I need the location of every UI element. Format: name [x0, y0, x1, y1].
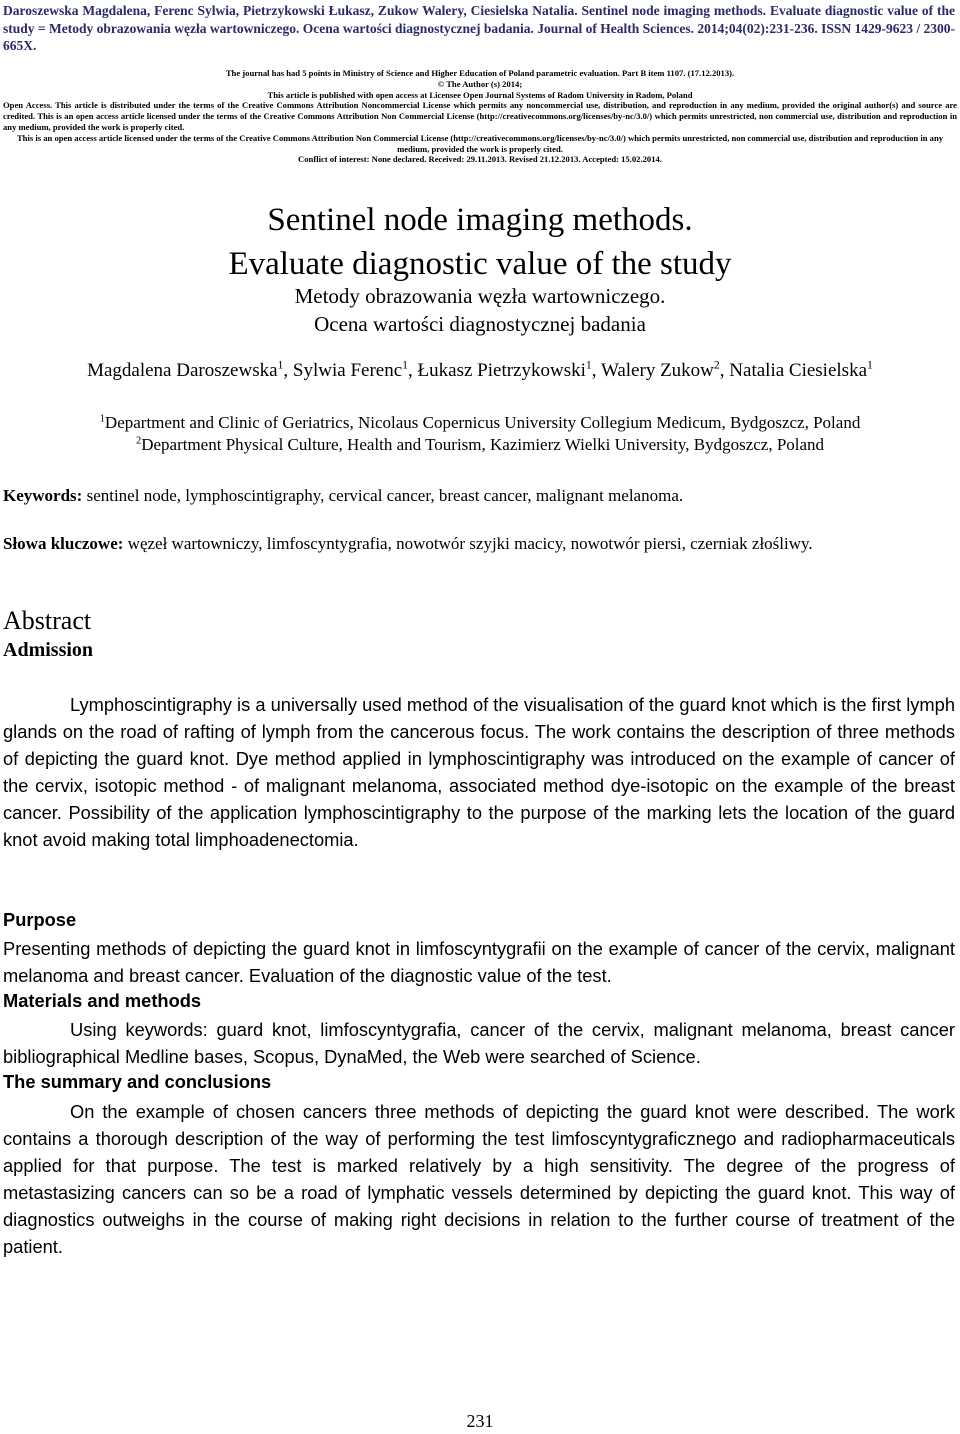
- license-note-2: This is an open access article licensed under the terms of the Creative Commons Attribution Non Commercial License (http://creativecommons.org/licenses/by-nc/3.0/) which permits unrestricted, non commercial use, distribution and reproduction in any medium, provided the work is properly cited.: [16, 132, 944, 154]
- title-line-1: Sentinel node imaging methods.: [267, 202, 693, 238]
- journal-points-note: The journal has had 5 points in Ministry of Science and Higher Education of Poland parametric evaluation. Part B item 1107. (17.12.2013).: [225, 68, 735, 78]
- abstract-heading: Abstract: [3, 606, 92, 635]
- author: Łukasz Pietrzykowski$^1$,: [417, 358, 601, 381]
- polish-title-line-1: Metody obrazowania węzła wartowniczego.: [294, 284, 666, 308]
- affiliation: $^2$Department Physical Culture, Health and Tourism, Kazimierz Wielki University, Bydgoszcz, Poland: [135, 435, 825, 454]
- author: Sylwia Ferenc$^1$,: [292, 358, 418, 381]
- publication-notice: [0, 68, 960, 165]
- purpose-heading: Purpose: [3, 909, 77, 930]
- author: Natalia Ciesielska$^1$: [729, 358, 873, 381]
- admission-paragraph: Lymphoscintigraphy is a universally used method of the visualisation of the guard knot which is the first lymph glands on the road of rafting of lymph from the cancerous focus. The work contains the description of three methods of depicting the guard knot. Dye method applied in lymphoscintigraphy was introduced on the example of cancer of the cervix, isotopic method - of malignant melanoma, associated method dye-isotopic on the example of the breast cancer. Possibility of the application lymphoscintigraphy to the purpose of the marking lets the location of the guard knot avoid making total limphoadenectomia.: [3, 694, 955, 850]
- purpose-paragraph: Presenting methods of depicting the guard knot in limfoscyntygrafii on the example of cancer of the cervix, malignant melanoma and breast cancer. Evaluation of the diagnostic value of the test.: [3, 938, 955, 986]
- polish-title-line-2: Ocena wartości diagnostycznej badania: [314, 312, 646, 336]
- keywords-label: Keywords:: [3, 486, 83, 505]
- polish-keywords: [3, 532, 955, 556]
- methods-heading: Materials and methods: [3, 990, 202, 1011]
- polish-keywords-label: Słowa kluczowe:: [3, 534, 124, 553]
- open-access-note: This article is published with open access at Licensee Open Journal Systems of Radom University in Radom, Poland: [267, 89, 693, 100]
- summary-paragraph: On the example of chosen cancers three methods of depicting the guard knot were described. The work contains a thorough description of the way of performing the test limfoscyntygraficznego and radiopharmaceuticals applied for that purpose. The test is marked relatively by a high sensitivity. The degree of the progress of metastasizing cancers can so be a road of lymphatic vessels determined by depicting the guard knot. This way of diagnostics outweighs in the course of making right decisions in relation to the further course of treatment of the patient.: [3, 1101, 955, 1257]
- affiliations: [0, 412, 960, 456]
- polish-title: [0, 282, 960, 338]
- page-number: 231: [466, 1411, 494, 1431]
- keywords: [3, 484, 955, 508]
- copyright-note: © The Author (s) 2014;: [437, 78, 523, 89]
- admission-heading: Admission: [3, 639, 94, 661]
- citation-header: Daroszewska Magdalena, Ferenc Sylwia, Pietrzykowski Łukasz, Zukow Walery, Ciesielska Natalia. Sentinel node imaging methods. Evaluate diagnostic value of the study = Metody obrazowania węzła wartowniczego. Ocena wartości diagnostycznej badania. Journal of Health Sciences. 2014;04(02):231-236. ISSN 1429-9623 / 2300-665X.: [3, 3, 955, 53]
- author: Walery Zukow$^2$,: [600, 358, 730, 381]
- methods-paragraph: Using keywords: guard knot, limfoscyntygrafia, cancer of the cervix, malignant melanoma, breast cancer bibliographical Medline bases, Scopus, DynaMed, the Web were searched of Science.: [3, 1019, 955, 1067]
- affiliation: $^1$Department and Clinic of Geriatrics, Nicolaus Copernicus University Collegium Medicum, Bydgoszcz, Poland: [99, 413, 861, 432]
- summary-heading: The summary and conclusions: [3, 1071, 272, 1092]
- keywords-text: sentinel node, lymphoscintigraphy, cervical cancer, breast cancer, malignant melanoma.: [82, 486, 684, 505]
- conflict-note: Conflict of interest: None declared. Received: 29.11.2013. Revised 21.12.2013. Accepted: 15.02.2014.: [298, 154, 662, 165]
- title-line-2: Evaluate diagnostic value of the study: [228, 246, 732, 282]
- author-list: [0, 360, 960, 382]
- license-note: Open Access. This article is distributed under the terms of the Creative Commons Attribution Noncommercial License which permits any noncommercial use, distribution, and reproduction in any medium, provided the original author(s) and source are credited. This is an open access article licensed under the terms of the Creative Commons Attribution Non Commercial License (http://creativecommons.org/licenses/by-nc/3.0/) which permits unrestricted, non commercial use, distribution and reproduction in any medium, provided the work is properly cited.: [3, 100, 957, 132]
- polish-keywords-text: węzeł wartowniczy, limfoscyntygrafia, nowotwór szyjki macicy, nowotwór piersi, czerniak złośliwy.: [123, 534, 813, 553]
- author: Magdalena Daroszewska$^1$,: [87, 358, 293, 381]
- paper-title: [0, 198, 960, 286]
